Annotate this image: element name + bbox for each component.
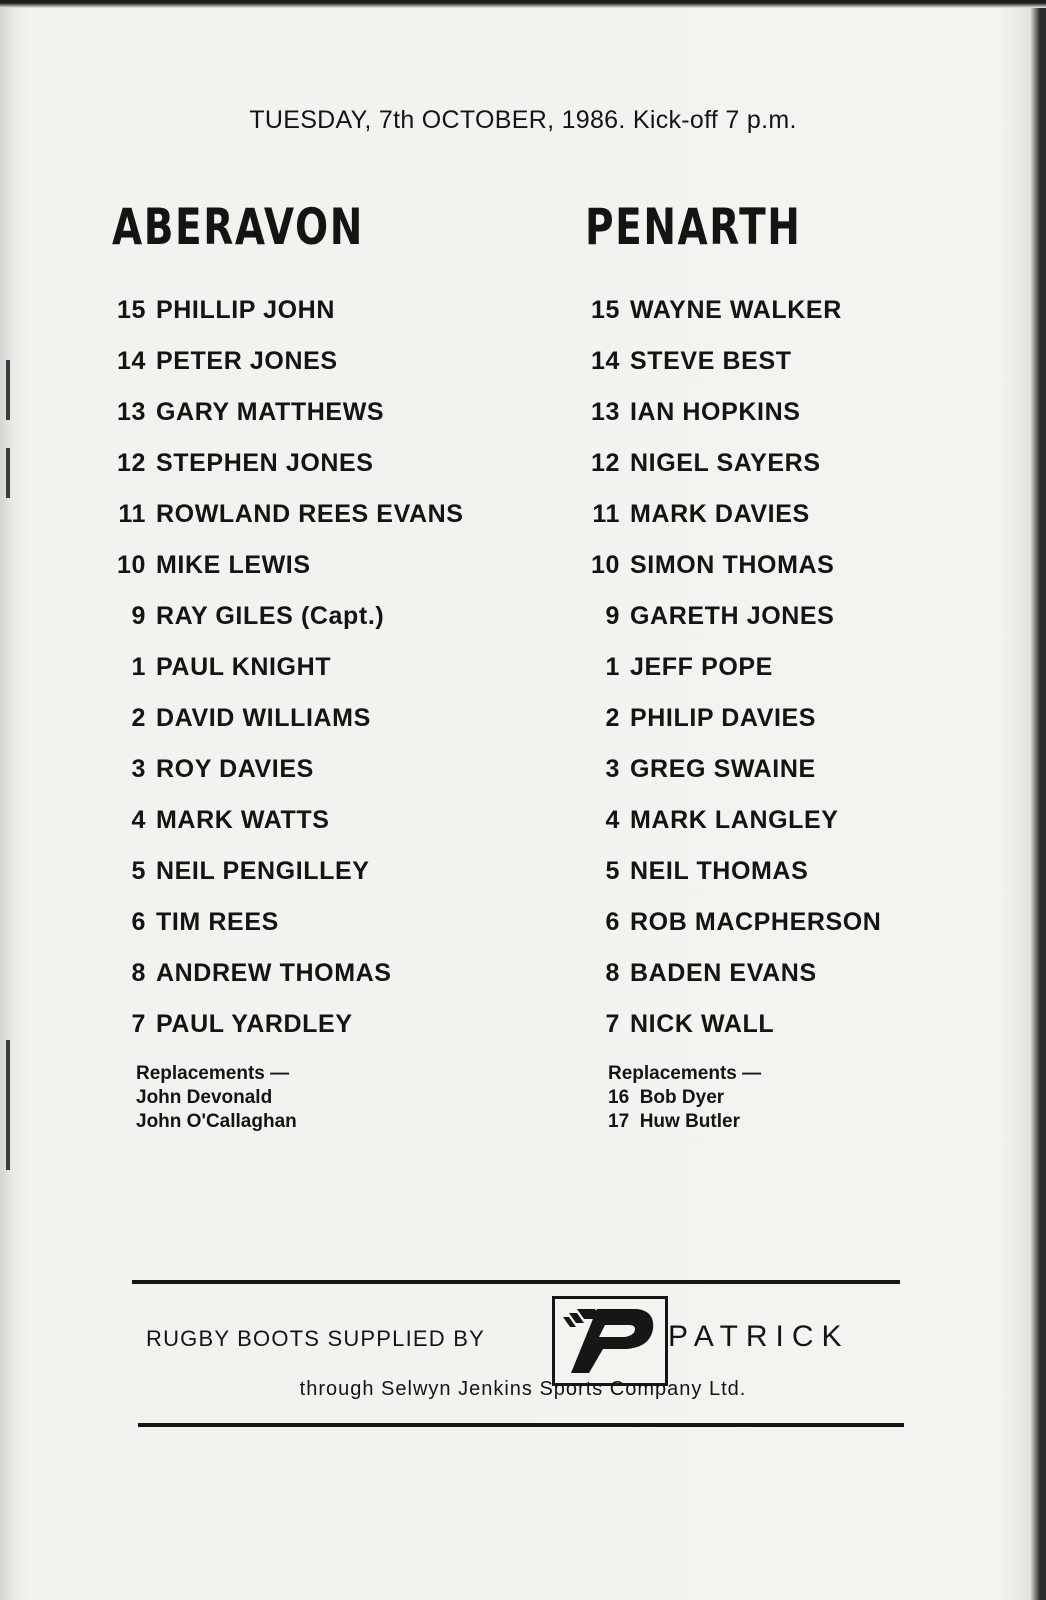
player-number: 14 [590, 347, 620, 375]
player-row [98, 1010, 538, 1061]
replacements-label: Replacements — [608, 1063, 762, 1084]
player-name: MARK WATTS [156, 806, 330, 834]
player-row [572, 449, 1012, 500]
player-number: 8 [605, 959, 620, 987]
home-team-roster [98, 296, 538, 1061]
replacement-player: John Devonald [136, 1087, 273, 1108]
player-row [572, 398, 1012, 449]
replacement-player: John O'Callaghan [136, 1111, 297, 1132]
player-name: TIM REES [156, 908, 279, 936]
away-team-roster [572, 296, 1012, 1061]
binding-mark [6, 448, 10, 498]
player-number: 5 [131, 857, 146, 885]
player-number: 13 [116, 398, 146, 426]
player-name: MARK LANGLEY [630, 806, 839, 834]
player-name: MIKE LEWIS [156, 551, 311, 579]
player-row [572, 704, 1012, 755]
player-row [572, 296, 1012, 347]
patrick-p-logo-icon [552, 1296, 668, 1386]
player-name: DAVID WILLIAMS [156, 704, 371, 732]
player-row [98, 500, 538, 551]
player-number: 4 [605, 806, 620, 834]
player-number: 1 [131, 653, 146, 681]
player-name: NEIL PENGILLEY [156, 857, 370, 885]
player-number: 12 [116, 449, 146, 477]
player-name: WAYNE WALKER [630, 296, 842, 324]
player-row [98, 806, 538, 857]
player-name: NEIL THOMAS [630, 857, 809, 885]
player-row [98, 398, 538, 449]
home-replacements [136, 1062, 297, 1134]
advert-bottom-rule [138, 1423, 904, 1427]
away-team-title: PENARTH [585, 198, 802, 256]
player-name: JEFF POPE [630, 653, 773, 681]
player-number: 2 [131, 704, 146, 732]
advert-top-rule [132, 1280, 900, 1284]
player-row [98, 653, 538, 704]
player-name: ROB MACPHERSON [630, 908, 882, 936]
player-name: PAUL YARDLEY [156, 1010, 353, 1038]
player-name: BADEN EVANS [630, 959, 817, 987]
player-row [572, 653, 1012, 704]
player-row [98, 704, 538, 755]
player-number: 1 [605, 653, 620, 681]
player-name: GREG SWAINE [630, 755, 816, 783]
player-name: ROY DAVIES [156, 755, 314, 783]
patrick-brand-name: PATRICK [668, 1320, 850, 1353]
player-row [98, 857, 538, 908]
supplier-line: through Selwyn Jenkins Sports Company Ltd. [299, 1378, 747, 1400]
replacement-player: 17 Huw Butler [608, 1111, 740, 1132]
player-number: 9 [131, 602, 146, 630]
player-row [572, 806, 1012, 857]
player-number: 13 [590, 398, 620, 426]
player-name: ANDREW THOMAS [156, 959, 392, 987]
player-row [572, 908, 1012, 959]
player-name: IAN HOPKINS [630, 398, 801, 426]
player-row [572, 959, 1012, 1010]
player-name: NIGEL SAYERS [630, 449, 821, 477]
binding-mark [6, 1040, 10, 1170]
player-row [572, 755, 1012, 806]
boots-supplied-text: RUGBY BOOTS SUPPLIED BY [146, 1326, 485, 1351]
player-row [572, 1010, 1012, 1061]
replacements-label: Replacements — [136, 1063, 290, 1084]
match-date-line: TUESDAY, 7th OCTOBER, 1986. Kick-off 7 p.m. [249, 106, 797, 134]
player-name: SIMON THOMAS [630, 551, 835, 579]
player-number: 7 [605, 1010, 620, 1038]
replacement-player: 16 Bob Dyer [608, 1087, 725, 1108]
player-name: NICK WALL [630, 1010, 775, 1038]
player-number: 7 [131, 1010, 146, 1038]
player-row [572, 857, 1012, 908]
page-top-edge [0, 0, 1046, 8]
player-name: RAY GILES (Capt.) [156, 602, 385, 630]
player-row [572, 500, 1012, 551]
player-number: 5 [605, 857, 620, 885]
player-number: 3 [131, 755, 146, 783]
player-name: GARETH JONES [630, 602, 835, 630]
player-name: PHILLIP JOHN [156, 296, 335, 324]
player-number: 12 [590, 449, 620, 477]
player-row [572, 551, 1012, 602]
player-number: 9 [605, 602, 620, 630]
binding-mark [6, 360, 10, 420]
player-name: PETER JONES [156, 347, 338, 375]
player-number: 15 [590, 296, 620, 324]
player-name: MARK DAVIES [630, 500, 810, 528]
player-row [572, 347, 1012, 398]
player-number: 10 [116, 551, 146, 579]
player-row [572, 602, 1012, 653]
player-number: 2 [605, 704, 620, 732]
player-name: PAUL KNIGHT [156, 653, 332, 681]
player-number: 4 [131, 806, 146, 834]
player-number: 11 [592, 500, 620, 528]
player-row [98, 449, 538, 500]
player-row [98, 908, 538, 959]
player-row [98, 296, 538, 347]
player-row [98, 755, 538, 806]
home-team-title: ABERAVON [112, 198, 364, 256]
player-number: 6 [605, 908, 620, 936]
away-replacements [608, 1062, 761, 1134]
player-name: ROWLAND REES EVANS [156, 500, 464, 528]
player-row [98, 602, 538, 653]
player-row [98, 347, 538, 398]
player-name: GARY MATTHEWS [156, 398, 385, 426]
player-number: 3 [605, 755, 620, 783]
player-row [98, 959, 538, 1010]
player-number: 6 [131, 908, 146, 936]
player-number: 8 [131, 959, 146, 987]
player-name: STEPHEN JONES [156, 449, 374, 477]
player-number: 14 [116, 347, 146, 375]
player-number: 10 [590, 551, 620, 579]
player-name: STEVE BEST [630, 347, 792, 375]
player-number: 11 [118, 500, 146, 528]
player-number: 15 [116, 296, 146, 324]
player-row [98, 551, 538, 602]
player-name: PHILIP DAVIES [630, 704, 817, 732]
